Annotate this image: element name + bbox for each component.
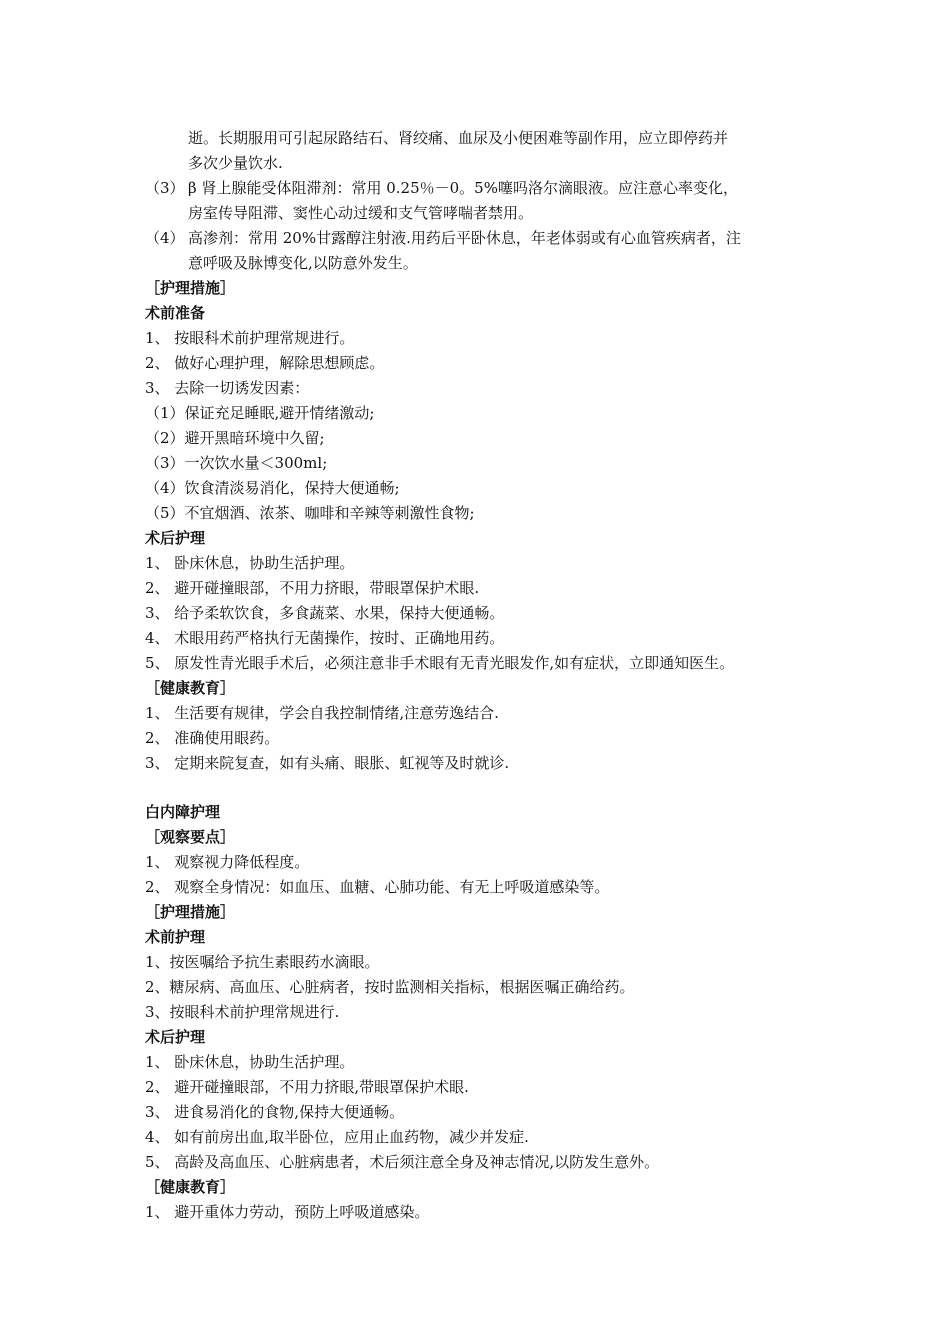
list-item: 2、 做好心理护理，解除思想顾虑。 — [145, 354, 385, 372]
item-3-label: （3） — [145, 179, 185, 197]
health-education-heading: ［健康教育］ — [145, 1178, 236, 1196]
list-item: 5、 高龄及高血压、心脏病患者，术后须注意全身及神志情况,以防发生意外。 — [145, 1153, 660, 1171]
item-4-line-2: 意呼吸及脉博变化,以防意外发生。 — [188, 254, 418, 272]
sub-list-item: （3）一次饮水量＜300ml; — [145, 454, 328, 472]
list-item: 3、 去除一切诱发因素： — [145, 379, 310, 397]
health-education-heading: ［健康教育］ — [145, 679, 236, 697]
list-item: 3、 给予柔软饮食，多食蔬菜、水果，保持大便通畅。 — [145, 604, 505, 622]
item-4-line-1: 高渗剂：常用 20%甘露醇注射液.用药后平卧休息，年老体弱或有心血管疾病者，注 — [188, 229, 741, 247]
sub-list-item: （2）避开黑暗环境中久留; — [145, 429, 325, 447]
item-3-line-2: 房室传导阻滞、窦性心动过缓和支气管哮喘者禁用。 — [188, 204, 534, 222]
postop-heading: 术后护理 — [145, 529, 206, 547]
continuation-line-1: 逝。长期服用可引起尿路结石、肾绞痛、血尿及小便困难等副作用，应立即停药并 — [188, 129, 729, 147]
list-item: 1、 卧床休息，协助生活护理。 — [145, 1053, 355, 1071]
list-item: 1、 生活要有规律，学会自我控制情绪,注意劳逸结合. — [145, 704, 499, 722]
postop-heading: 术后护理 — [145, 1028, 206, 1046]
preop-heading: 术前护理 — [145, 928, 206, 946]
list-item: 3、 进食易消化的食物,保持大便通畅。 — [145, 1103, 405, 1121]
observation-heading: ［观察要点］ — [145, 828, 236, 846]
list-item: 1、按医嘱给予抗生素眼药水滴眼。 — [145, 953, 380, 971]
list-item: 4、 如有前房出血,取半卧位，应用止血药物，减少并发症. — [145, 1128, 529, 1146]
sub-list-item: （5）不宜烟酒、浓茶、咖啡和辛辣等刺激性食物; — [145, 504, 475, 522]
list-item: 5、 原发性青光眼手术后，必须注意非手术眼有无青光眼发作,如有症状，立即通知医生。 — [145, 654, 735, 672]
section-title: 白内障护理 — [145, 803, 221, 821]
list-item: 3、 定期来院复查，如有头痛、眼胀、虹视等及时就诊. — [145, 754, 510, 772]
measures-heading: ［护理措施］ — [145, 279, 236, 297]
list-item: 1、 观察视力降低程度。 — [145, 853, 310, 871]
sub-list-item: （1）保证充足睡眠,避开情绪激动; — [145, 404, 375, 422]
list-item: 2、 准确使用眼药。 — [145, 729, 280, 747]
list-item: 2、 避开碰撞眼部，不用力挤眼，带眼罩保护术眼. — [145, 579, 480, 597]
list-item: 2、糖尿病、高血压、心脏病者，按时监测相关指标，根据医嘱正确给药。 — [145, 978, 635, 996]
list-item: 3、按眼科术前护理常规进行. — [145, 1003, 340, 1021]
item-4-label: （4） — [145, 229, 185, 247]
continuation-line-2: 多次少量饮水. — [188, 154, 283, 172]
list-item: 2、 避开碰撞眼部，不用力挤眼,带眼罩保护术眼. — [145, 1078, 469, 1096]
sub-list-item: （4）饮食清淡易消化，保持大便通畅; — [145, 479, 400, 497]
list-item: 2、 观察全身情况：如血压、血糖、心肺功能、有无上呼吸道感染等。 — [145, 878, 610, 896]
list-item: 1、 避开重体力劳动，预防上呼吸道感染。 — [145, 1203, 430, 1221]
item-3-line-1: β 肾上腺能受体阻滞剂：常用 0.25％－0。5%噻吗洛尔滴眼液。应注意心率变化， — [188, 179, 738, 197]
list-item: 1、 按眼科术前护理常规进行。 — [145, 329, 355, 347]
list-item: 1、 卧床休息，协助生活护理。 — [145, 554, 355, 572]
list-item: 4、 术眼用药严格执行无菌操作，按时、正确地用药。 — [145, 629, 505, 647]
preop-heading: 术前准备 — [145, 304, 206, 322]
measures-heading: ［护理措施］ — [145, 903, 236, 921]
